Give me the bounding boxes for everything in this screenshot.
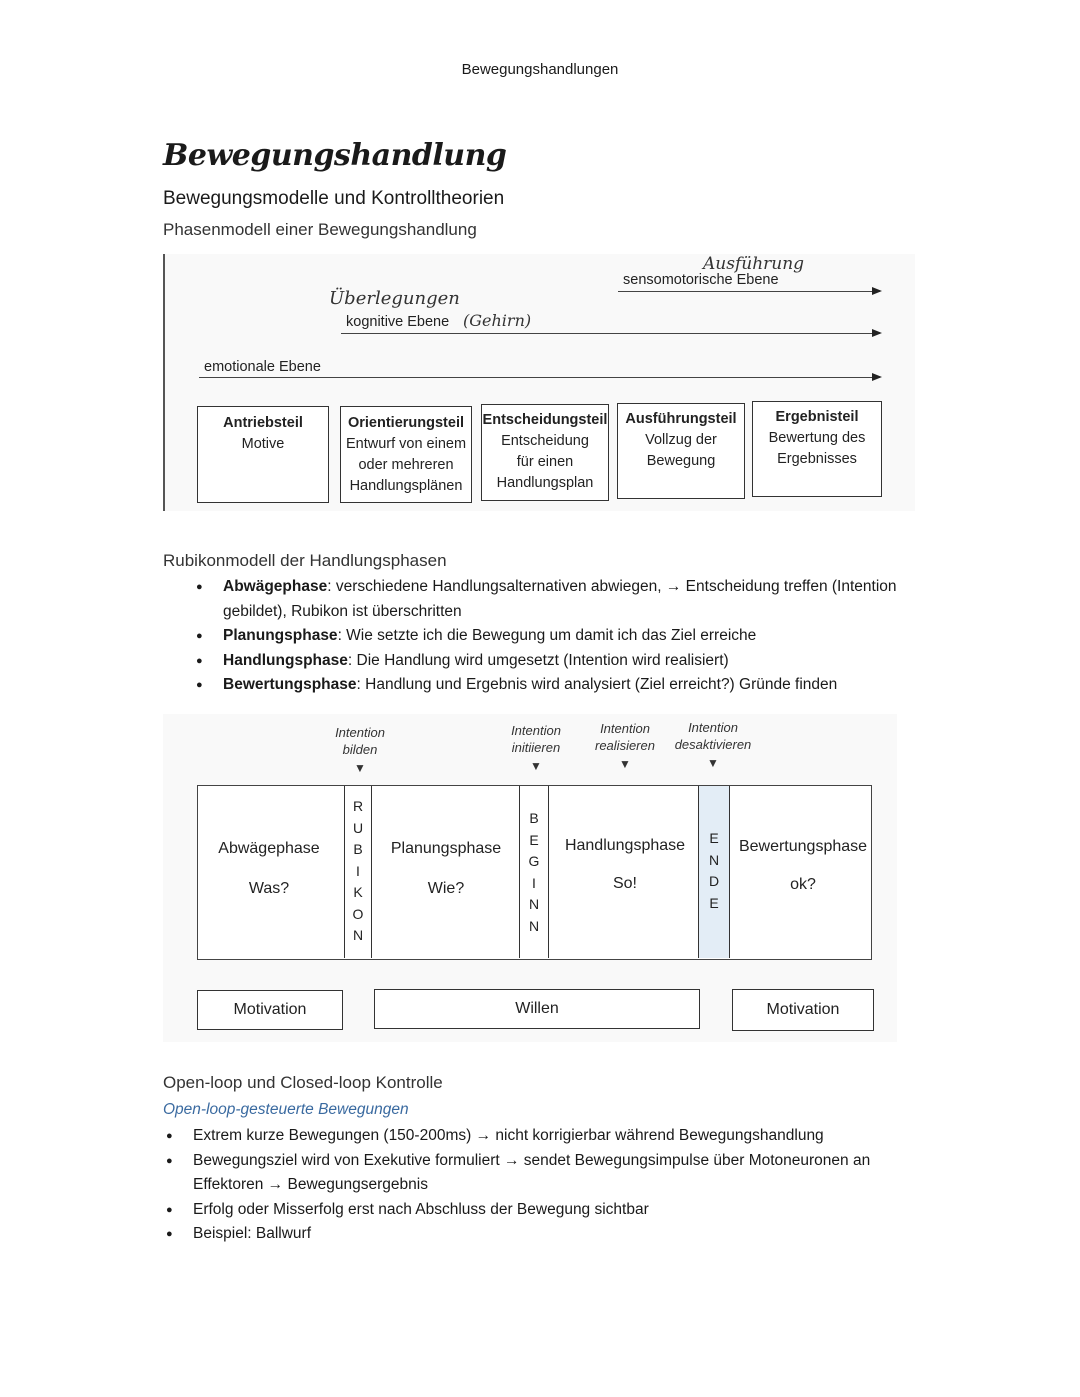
marker-label: initiieren [511,740,561,755]
sensorimotor-arrow [618,291,880,292]
phase-question: Was? [248,880,290,897]
section-heading: Bewegungsmodelle und Kontrolltheorien [163,188,505,209]
phase-box-line: Handlungsplänen [349,478,463,494]
phase-name: Handlungsphase [564,837,686,854]
list-item-text: : Die Handlung wird umgesetzt (Intention wird realisiert) [347,651,729,669]
willen-box [374,989,700,1029]
divider-ende [698,786,730,958]
phase-name: Abwägephase [218,840,320,857]
list-item-text: : Handlung und Ergebnis wird analysiert (Ziel erreicht?) Gründe finden [356,676,838,693]
document-title: Bewegungshandlung [163,138,507,173]
phase-box-line: Vollzug der [645,432,717,448]
list-item-term: Handlungsphase [223,651,348,669]
marker-label: bilden [342,742,378,757]
list-item: ● Erfolg oder Misserfolg erst nach Abschluss der Bewegung sichtbar [193,1198,918,1223]
emotional-level-label: emotionale Ebene [204,359,321,375]
list-item [223,575,913,624]
divider-letter: D [708,873,720,889]
cognitive-handwritten-side-note: (Gehirn) [463,311,532,330]
list-item-term: Planungsphase [223,627,338,644]
marker-intention-initiieren [499,722,573,775]
loop-section-title: Open-loop und Closed-loop Kontrolle [163,1073,443,1092]
list-item [223,624,913,649]
marker-label: desaktivieren [674,737,752,752]
phase-box-line: Bewegung [646,453,716,469]
phase-box-line: Motive [241,436,285,452]
phase-box-ergebnisteil [752,401,882,497]
phase-box-title: Antriebsteil [223,415,303,431]
phase-box-line: für einen [516,454,574,470]
marker-label: Intention [600,721,650,736]
phase-bewertungsphase [733,838,873,894]
divider-letter: U [352,819,364,836]
emotional-arrow [199,377,880,378]
phase-box-title: Orientierungsteil [347,415,465,431]
motivation-left-box [197,990,343,1030]
phase-model-figure [163,254,915,511]
phase-box-line: Ergebnisses [777,451,857,467]
phase-name: Bewertungsphase [738,838,868,855]
marker-intention-bilden [323,724,397,777]
phase-box-line: Handlungsplan [496,475,594,491]
phase-box-orientierungsteil [340,406,472,503]
phase-box-title: Entscheidungsteil [482,412,608,428]
down-arrow-icon: ▼ [707,756,719,770]
box-label: Willen [515,1000,559,1017]
motivation-right-box [732,989,874,1031]
marker-label: Intention [335,725,385,740]
divider-letter: E [709,830,719,846]
marker-label: Intention [688,720,738,735]
cognitive-arrow [341,333,880,334]
phase-box-line: Entscheidung [501,433,589,449]
rubikon-list [223,575,913,698]
cognitive-level-label: kognitive Ebene [346,314,450,330]
divider-letter: E [709,894,719,911]
divider-letter: G [528,853,540,869]
marker-intention-desaktivieren [669,719,757,772]
box-label: Motivation [766,1001,840,1018]
divider-letter: R [352,798,364,814]
divider-letter: B [353,841,363,857]
phase-box-title: Ausführungsteil [625,411,737,427]
loop-subtitle: Open-loop-gesteuerte Bewegungen [163,1101,409,1118]
down-arrow-icon: ▼ [530,759,542,773]
divider-letter: N [352,927,364,943]
phase-box-title: Ergebnisteil [775,409,859,425]
marker-intention-realisieren [588,720,662,773]
divider-beginn [519,786,549,958]
marker-label: Intention [511,723,561,738]
list-item [223,673,913,698]
divider-letter: I [532,874,536,891]
phase-question: So! [612,875,637,892]
sensorimotor-level-label: sensomotorische Ebene [623,272,779,288]
list-item-text: : Wie setzte ich die Bewegung um damit ich das Ziel erreiche [337,627,757,644]
divider-letter: N [528,896,540,912]
divider-letter: I [356,862,360,879]
phase-abwaegephase [199,840,339,898]
phase-question: Wie? [427,880,465,897]
loop-list [193,1124,918,1247]
down-arrow-icon: ▼ [354,761,366,775]
list-item-text: : verschiedene Handlungsalternativen abwiegen, → Entscheidung treffen (Intention gebildet), Rubikon ist überschritten [223,578,897,620]
divider-letter: B [529,810,539,826]
list-item: ● Beispiel: Ballwurf [193,1222,918,1247]
list-item-term: Abwägephase [223,578,328,595]
cognitive-handwritten-note: Überlegungen [329,288,460,309]
divider-letter: E [529,831,539,848]
list-item [223,649,913,674]
divider-letter: O [352,905,364,922]
page-header-title: Bewegungshandlungen [461,61,619,78]
phase-box-antriebsteil [197,406,329,503]
phase-name: Planungsphase [390,840,502,857]
list-item: ● Extrem kurze Bewegungen (150-200ms) → nicht korrigierbar während Bewegungshandlung [193,1124,918,1149]
divider-letter: K [353,884,363,900]
box-label: Motivation [233,1001,307,1018]
rubikon-section-title: Rubikonmodell der Handlungsphasen [163,551,447,570]
phase-box-entscheidungsteil [481,404,609,501]
rubikon-diagram [163,714,897,1042]
divider-rubikon [344,786,372,958]
down-arrow-icon: ▼ [619,757,631,771]
phase-planungsphase [375,840,517,898]
section-subheading: Phasenmodell einer Bewegungshandlung [163,220,477,239]
divider-letter: N [528,917,540,934]
divider-letter: N [708,851,720,868]
sensorimotor-handwritten-note: Ausführung [703,254,805,274]
marker-label: realisieren [595,738,655,753]
phase-question: ok? [790,876,816,893]
list-item-term: Bewertungsphase [223,676,357,693]
phase-box-line: Entwurf von einem [345,436,467,452]
phase-box-line: oder mehreren [358,457,454,473]
phase-handlungsphase [555,837,695,893]
phase-box-line: Bewertung des [768,430,866,446]
list-item: ● Bewegungsziel wird von Exekutive formuliert → sendet Bewegungsimpulse über Motoneuronen an Effektoren → Bewegungsergebnis [193,1149,918,1198]
phase-box-ausfuehrungsteil [617,403,745,499]
